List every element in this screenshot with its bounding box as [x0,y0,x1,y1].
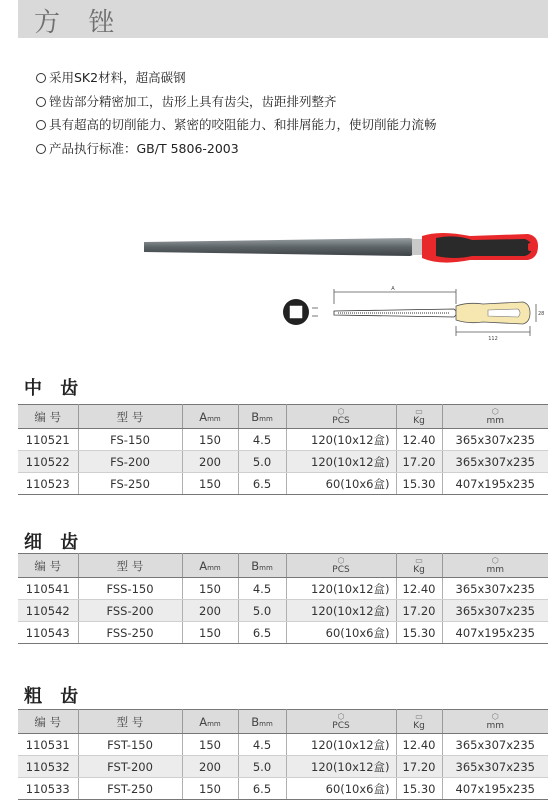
table-cell: 110542 [18,600,78,622]
dim-length-label: 112 [488,336,498,342]
header-pcs: ⬡ PCS [286,554,396,578]
feature-item: 产品执行标准：GB/T 5806-2003 [36,137,546,161]
table-cell: 200 [182,451,238,473]
table-header-row [18,710,548,734]
section-title-fine-teeth: 细 齿 [24,532,85,553]
table-cell: 6.5 [238,473,286,495]
table-row [18,473,548,495]
table-cell: 6.5 [238,622,286,644]
table-cell: FST-150 [78,734,182,756]
table-cell: 5.0 [238,451,286,473]
table-cell: 120(10x12盒) [286,756,396,778]
box-icon: ⬡ [337,406,345,416]
table-cell: 17.20 [396,756,442,778]
table-cell: FSS-250 [78,622,182,644]
circle-bullet-icon [36,144,46,154]
feature-item: 锉齿部分精密加工，齿形上具有齿尖，齿距排列整齐 [36,90,546,114]
table-cell: 110541 [18,578,78,600]
table-cell: 365x307x235 [442,451,548,473]
table-cell: 12.40 [396,578,442,600]
dimension-diagram [278,284,548,346]
table-cell: 150 [182,778,238,800]
header-code: 编 号 [18,405,78,429]
table-cell: 120(10x12盒) [286,600,396,622]
table-row [18,734,548,756]
table-cell: 120(10x12盒) [286,429,396,451]
header-code: 编 号 [18,554,78,578]
table-cell: 200 [182,756,238,778]
table-row [18,578,548,600]
table-cell: 200 [182,600,238,622]
header-a: Amm [182,405,238,429]
table-cell: 6.5 [238,778,286,800]
spec-table-medium-teeth [18,404,548,495]
table-cell: 407x195x235 [442,622,548,644]
feature-list [36,66,546,160]
table-cell: 365x307x235 [442,756,548,778]
table-cell: 150 [182,734,238,756]
header-a: Amm [182,554,238,578]
table-cell: 60(10x6盒) [286,778,396,800]
title-bar [18,0,548,38]
table-row [18,756,548,778]
table-cell: 150 [182,429,238,451]
table-cell: 150 [182,578,238,600]
table-cell: 110532 [18,756,78,778]
circle-bullet-icon [36,97,46,107]
header-pcs: ⬡ PCS [286,405,396,429]
circle-bullet-icon [36,120,46,130]
weight-icon: ▭ [415,406,423,416]
table-row [18,451,548,473]
header-b: Bmm [238,405,286,429]
dim-height-label: 28 [538,311,545,317]
header-kg: ▭ Kg [396,710,442,734]
section-title-coarse-teeth: 粗 齿 [24,686,85,707]
circle-bullet-icon [36,73,46,83]
weight-icon: ▭ [415,555,423,565]
table-cell: 110522 [18,451,78,473]
table-cell: 110533 [18,778,78,800]
table-cell: 4.5 [238,429,286,451]
table-cell: 407x195x235 [442,778,548,800]
table-cell: 17.20 [396,451,442,473]
dimensions-icon: ⬡ [491,555,499,565]
table-cell: FST-200 [78,756,182,778]
table-cell: 120(10x12盒) [286,734,396,756]
section-title-medium-teeth: 中 齿 [24,378,85,399]
spec-table-coarse-teeth [18,709,548,800]
header-kg: ▭ Kg [396,554,442,578]
table-cell: 365x307x235 [442,578,548,600]
square-file-product-image [140,226,540,272]
feature-item: 具有超高的切削能力、紧密的咬阻能力、和排屑能力，使切削能力流畅 [36,113,546,137]
table-cell: 110523 [18,473,78,495]
table-cell: 12.40 [396,734,442,756]
table-cell: FST-250 [78,778,182,800]
feature-item: 采用SK2材料，超高碳钢 [36,66,546,90]
table-row [18,600,548,622]
header-pcs: ⬡ PCS [286,710,396,734]
table-cell: 60(10x6盒) [286,473,396,495]
table-cell: 17.20 [396,600,442,622]
header-a: Amm [182,710,238,734]
table-cell: 110521 [18,429,78,451]
weight-icon: ▭ [415,711,423,721]
table-cell: 365x307x235 [442,734,548,756]
header-b: Bmm [238,554,286,578]
table-cell: 120(10x12盒) [286,451,396,473]
header-size: ⬡ mm [442,710,548,734]
table-cell: 12.40 [396,429,442,451]
page-title: 方 锉 [34,8,125,38]
table-cell: 110543 [18,622,78,644]
box-icon: ⬡ [337,555,345,565]
header-model: 型 号 [78,554,182,578]
table-cell: 407x195x235 [442,473,548,495]
table-cell: 150 [182,473,238,495]
table-cell: 110531 [18,734,78,756]
table-cell: 15.30 [396,622,442,644]
header-size: ⬡ mm [442,405,548,429]
table-cell: 150 [182,622,238,644]
table-cell: 4.5 [238,578,286,600]
table-cell: 5.0 [238,756,286,778]
table-cell: 60(10x6盒) [286,622,396,644]
table-row [18,429,548,451]
table-cell: FS-150 [78,429,182,451]
table-row [18,622,548,644]
table-cell: FSS-150 [78,578,182,600]
header-model: 型 号 [78,710,182,734]
table-cell: 15.30 [396,778,442,800]
table-cell: FS-200 [78,451,182,473]
header-b: Bmm [238,710,286,734]
table-cell: 120(10x12盒) [286,578,396,600]
table-cell: 4.5 [238,734,286,756]
header-kg: ▭ Kg [396,405,442,429]
header-model: 型 号 [78,405,182,429]
table-cell: FS-250 [78,473,182,495]
header-size: ⬡ mm [442,554,548,578]
header-code: 编 号 [18,710,78,734]
box-icon: ⬡ [337,711,345,721]
table-header-row [18,405,548,429]
table-cell: 365x307x235 [442,429,548,451]
dimensions-icon: ⬡ [491,406,499,416]
dimensions-icon: ⬡ [491,711,499,721]
table-cell: 15.30 [396,473,442,495]
spec-table-fine-teeth [18,553,548,644]
table-cell: 365x307x235 [442,600,548,622]
table-header-row [18,554,548,578]
table-cell: 5.0 [238,600,286,622]
dim-a-label: A [391,286,395,292]
table-row [18,778,548,800]
table-cell: FSS-200 [78,600,182,622]
